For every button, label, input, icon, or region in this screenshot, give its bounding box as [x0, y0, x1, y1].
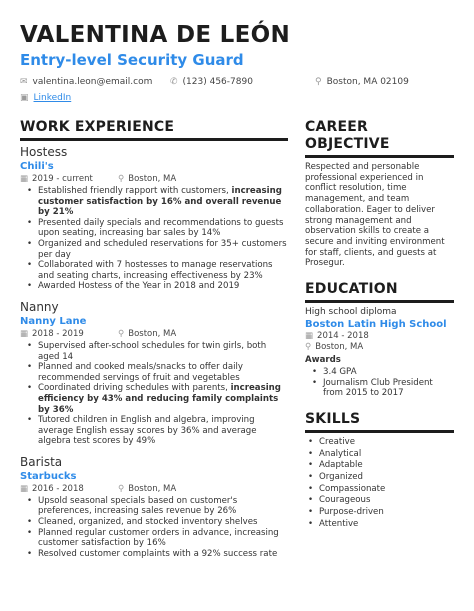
skill-item: • Purpose-driven [305, 507, 454, 519]
calendar-icon: ▦ [305, 331, 314, 342]
contact-location [315, 76, 454, 88]
section-divider [305, 155, 454, 158]
left-column [20, 119, 288, 567]
bullet-highlight: increasing efficiency by 43% and reducing family complaints by 36% [38, 383, 281, 415]
company-name: Starbucks [20, 470, 77, 482]
bullet-item [20, 549, 288, 560]
skill-item: • Adaptable [305, 460, 454, 472]
bullet-item [20, 239, 288, 260]
job-meta [20, 174, 288, 185]
skills-list [305, 437, 454, 531]
section-divider [20, 138, 288, 141]
right-column [305, 119, 454, 567]
education-dates [305, 331, 454, 342]
bullet-text: Supervised after-school schedules for twin girls, both aged 14 [38, 340, 267, 362]
bullet-text: Established friendly rapport with customers, [38, 186, 232, 196]
bullet-item [20, 383, 288, 415]
skill-item: • Attentive [305, 519, 454, 531]
bullet-text: Organized and scheduled reservations for 35+ customers per day [38, 238, 287, 260]
bullet-item [20, 341, 288, 362]
awards-heading: Awards [305, 355, 341, 366]
education-dates-text: 2014 - 2018 [317, 331, 369, 342]
job-title: Nanny [20, 299, 59, 314]
career-heading-line1: CAREER [305, 119, 368, 135]
bullet-item [20, 415, 288, 447]
job-title: Hostess [20, 145, 68, 159]
contact-email [20, 76, 170, 88]
company-name: Nanny Lane [20, 315, 87, 327]
awards-list [305, 367, 454, 399]
job-bullets [20, 186, 288, 292]
location-text: Boston, MA 02109 [326, 77, 409, 87]
bullet-item [20, 186, 288, 218]
bullet-text: Planned and cooked meals/snacks to offer daily recommended servings of fruit and vegetables [38, 362, 243, 383]
job-dates-text: 2019 - current [32, 174, 93, 184]
job-location-text: Boston, MA [128, 328, 177, 339]
job-dates-text: 2018 - 2019 [32, 328, 84, 339]
contact-row [20, 76, 454, 88]
education-location-text: Boston, MA [315, 342, 364, 353]
bullet-text: Coordinated driving schedules with parents, [38, 383, 231, 394]
work-experience-heading: WORK EXPERIENCE [20, 119, 175, 135]
bullet-text: Awarded Hostess of the Year in 2018 and 2019 [38, 281, 240, 292]
bullet-item [20, 260, 288, 281]
bullet-highlight: increasing customer satisfaction by 16% and overall revenue by 21% [38, 186, 282, 218]
job-dates-text: 2016 - 2018 [32, 483, 84, 494]
skill-item: • Organized [305, 472, 454, 484]
map-pin-icon: ⚲ [315, 77, 322, 87]
map-pin-icon: ⚲ [118, 174, 125, 184]
job-entry [20, 455, 288, 560]
education-school: Boston Latin High School [305, 319, 447, 331]
job-dates [20, 329, 118, 340]
career-objective-heading [305, 119, 454, 153]
envelope-icon: ✉ [20, 77, 28, 87]
job-meta [20, 329, 288, 340]
bullet-item [20, 362, 288, 383]
job-location-text: Boston, MA [128, 174, 177, 184]
education-degree: High school diploma [305, 307, 397, 318]
bullet-item [20, 218, 288, 239]
company-name: Chili's [20, 161, 54, 172]
job-dates [20, 484, 118, 495]
bullet-text: Upsold seasonal specials based on customer's preferences, increasing sales revenue by 26% [38, 495, 238, 517]
section-divider [305, 430, 454, 433]
map-pin-icon: ⚲ [118, 483, 125, 494]
award-item: • Journalism Club President from 2015 to 2017 [305, 378, 454, 399]
map-pin-icon: ⚲ [118, 328, 125, 339]
phone-icon: ✆ [170, 77, 178, 87]
bullet-text: Tutored children in English and algebra, improving average English essay scores by 36% and average algebra test scores by 49% [38, 415, 257, 447]
job-entry [20, 145, 288, 292]
linkedin-row [20, 92, 454, 104]
job-location-text: Boston, MA [128, 483, 177, 494]
job-entry [20, 300, 288, 447]
phone-text: (123) 456-7890 [182, 77, 253, 87]
bullet-item [20, 496, 288, 517]
job-dates [20, 174, 118, 185]
award-item: • 3.4 GPA [305, 367, 454, 378]
skill-item: • Analytical [305, 449, 454, 461]
bullet-text: Presented daily specials and recommendations to guests upon seating, increasing bar sales by 14% [38, 217, 284, 239]
linkedin-icon: ▣ [20, 93, 29, 103]
two-column-body [20, 119, 454, 567]
calendar-icon: ▦ [20, 174, 29, 184]
job-bullets [20, 496, 288, 560]
education-heading: EDUCATION [305, 281, 398, 298]
bullet-item [20, 528, 288, 549]
job-meta [20, 484, 288, 495]
jobs-list [20, 145, 288, 559]
education-location [305, 342, 454, 353]
bullet-text: Cleaned, organized, and stocked inventory shelves [38, 517, 258, 528]
job-title: Barista [20, 454, 63, 469]
contact-phone [170, 76, 315, 88]
bullet-text: Collaborated with 7 hostesses to manage reservations and seating charts, increasing effectiveness by 23% [38, 260, 273, 281]
skill-item: • Creative [305, 437, 454, 449]
job-bullets [20, 341, 288, 447]
map-pin-icon: ⚲ [305, 342, 312, 353]
linkedin-link[interactable]: LinkedIn [33, 93, 72, 103]
calendar-icon: ▦ [20, 483, 29, 494]
calendar-icon: ▦ [20, 328, 29, 339]
skill-item: • Courageous [305, 495, 454, 507]
bullet-item [20, 517, 288, 528]
section-divider [305, 300, 454, 303]
job-location [118, 174, 176, 185]
candidate-name: VALENTINA DE LEÓN [20, 22, 291, 48]
bullet-text: Resolved customer complaints with a 92% success rate [38, 548, 278, 559]
skill-item: • Compassionate [305, 484, 454, 496]
job-location [118, 329, 176, 340]
bullet-item [20, 281, 288, 292]
email-text: valentina.leon@email.com [32, 77, 153, 87]
job-title-heading: Entry-level Security Guard [20, 51, 244, 69]
job-location [118, 484, 176, 495]
career-heading-line2: OBJECTIVE [305, 136, 390, 152]
objective-text: Respected and personable professional experienced in conflict resolution, time management, and team collaboration. Eager to deliver strong management and observation skills to create a secure and inviting environment for staff, clients, and guests at Prosegur. [305, 162, 445, 269]
skills-heading: SKILLS [305, 410, 361, 427]
bullet-text: Planned regular customer orders in advance, increasing customer satisfaction by 16% [38, 527, 279, 549]
